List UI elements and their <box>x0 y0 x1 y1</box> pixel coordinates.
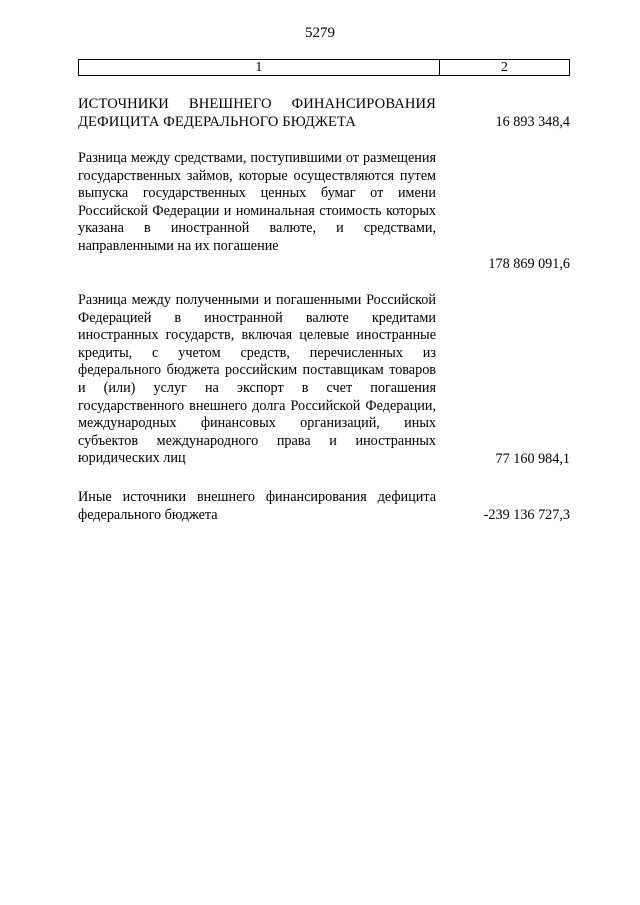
column-header-1: 1 <box>79 60 440 76</box>
table-row <box>78 150 570 274</box>
column-header-2: 2 <box>439 60 569 76</box>
row-text: ИСТОЧНИКИ ВНЕШНЕГО ФИНАНСИРОВАНИЯ ДЕФИЦИТА ФЕДЕРАЛЬНОГО БЮДЖЕТА <box>78 96 436 130</box>
column-header-table <box>78 59 570 76</box>
row-text: Разница между полученными и погашенными Российской Федерацией в иностранной валюте кредитами иностранных государств, включая целевые иностранные кредиты, с учетом средств, перечисленных из федерального бюджета российским поставщикам товаров и (или) услуг на экспорт в счет погашения государственного внешнего долга Российской Федерации, международных финансовых организаций, иных субъектов международного права и иностранных юридических лиц <box>78 292 436 467</box>
row-value: 16 893 348,4 <box>495 114 570 131</box>
row-value: 77 160 984,1 <box>495 451 570 468</box>
table-row <box>78 489 570 525</box>
page-number: 5279 <box>305 25 335 41</box>
table-row <box>78 292 570 469</box>
row-value: -239 136 727,3 <box>483 507 570 524</box>
row-text: Разница между средствами, поступившими от размещения государственных займов, которые осуществляются путем выпуска государственных ценных бумаг от имени Российской Федерации и номинальная стоимость которых указана в иностранной валюте, и средствами, направленными на их погашение <box>78 150 436 254</box>
table-row <box>78 96 570 132</box>
row-value: 178 869 091,6 <box>488 256 570 273</box>
row-text: Иные источники внешнего финансирования дефицита федерального бюджета <box>78 489 436 523</box>
